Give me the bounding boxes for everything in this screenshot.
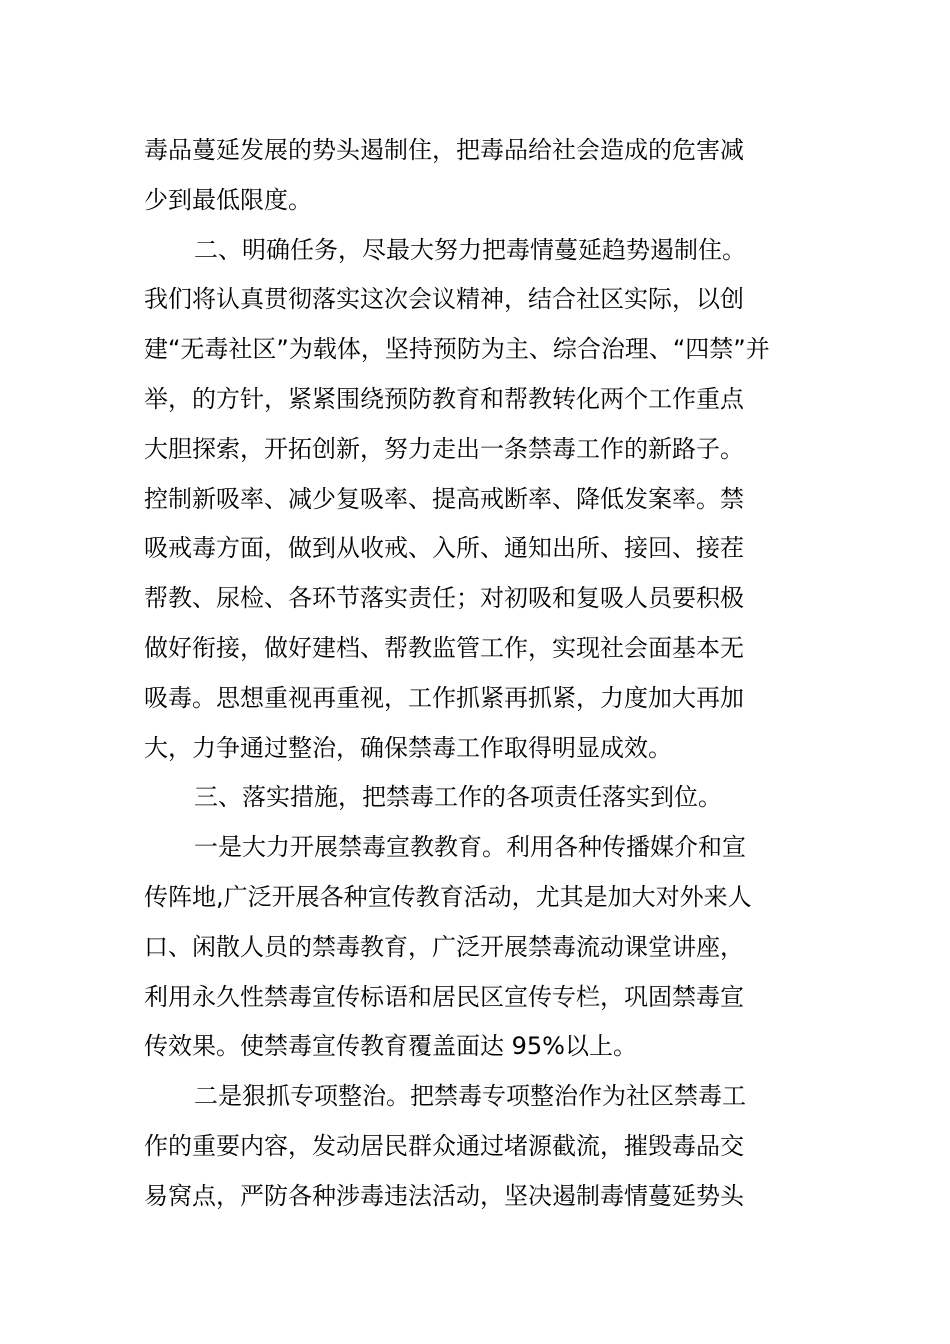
text-line: 传阵地,广泛开展各种宣传教育活动，尤其是加大对外来人 [144,882,752,911]
text-line: 毒品蔓延发展的势头遏制住，把毒品给社会造成的危害减 [144,136,744,164]
section-heading: 二、明确任务，尽最大努力把毒情蔓延趋势遏制住。 [194,235,746,264]
text-line: 口、闲散人员的禁毒教育，广泛开展禁毒流动课堂讲座， [144,932,744,961]
text-line: 我们将认真贯彻落实这次会议精神，结合社区实际，以创 [144,285,744,314]
text-line: 建“无毒社区”为载体，坚持预防为主、综合治理、“四禁”并 [144,335,770,364]
text-line: 一是大力开展禁毒宣教教育。利用各种传播媒介和宣 [194,833,746,862]
text-line: 帮教、尿检、各环节落实责任；对初吸和复吸人员要积极 [144,584,744,613]
text-line: 做好衔接，做好建档、帮教监管工作，实现社会面基本无 [144,633,744,662]
text-line: 作的重要内容，发动居民群众通过堵源截流，摧毁毒品交 [144,1131,744,1160]
text-line: 吸毒。思想重视再重视，工作抓紧再抓紧，力度加大再加 [144,683,744,712]
text-line: 二是狠抓专项整治。把禁毒专项整治作为社区禁毒工 [194,1082,746,1111]
text-line: 控制新吸率、减少复吸率、提高戒断率、降低发案率。禁 [144,484,744,513]
text-line: 举，的方针，紧紧围绕预防教育和帮教转化两个工作重点 [144,384,744,413]
text-line: 吸戒毒方面，做到从收戒、入所、通知出所、接回、接茬 [144,534,744,563]
text-line: 大胆探索，开拓创新，努力走出一条禁毒工作的新路子。 [144,434,744,463]
section-heading: 三、落实措施，把禁毒工作的各项责任落实到位。 [194,783,722,812]
text-line: 易窝点，严防各种涉毒违法活动，坚决遏制毒情蔓延势头 [144,1181,744,1210]
document-body [144,126,808,1222]
text-line: 传效果。使禁毒宣传教育覆盖面达 95%以上。 [144,1032,637,1061]
text-line: 少到最低限度。 [144,185,312,214]
text-line: 利用永久性禁毒宣传标语和居民区宣传专栏，巩固禁毒宣 [144,982,744,1011]
text-line: 大，力争通过整治，确保禁毒工作取得明显成效。 [144,733,672,762]
